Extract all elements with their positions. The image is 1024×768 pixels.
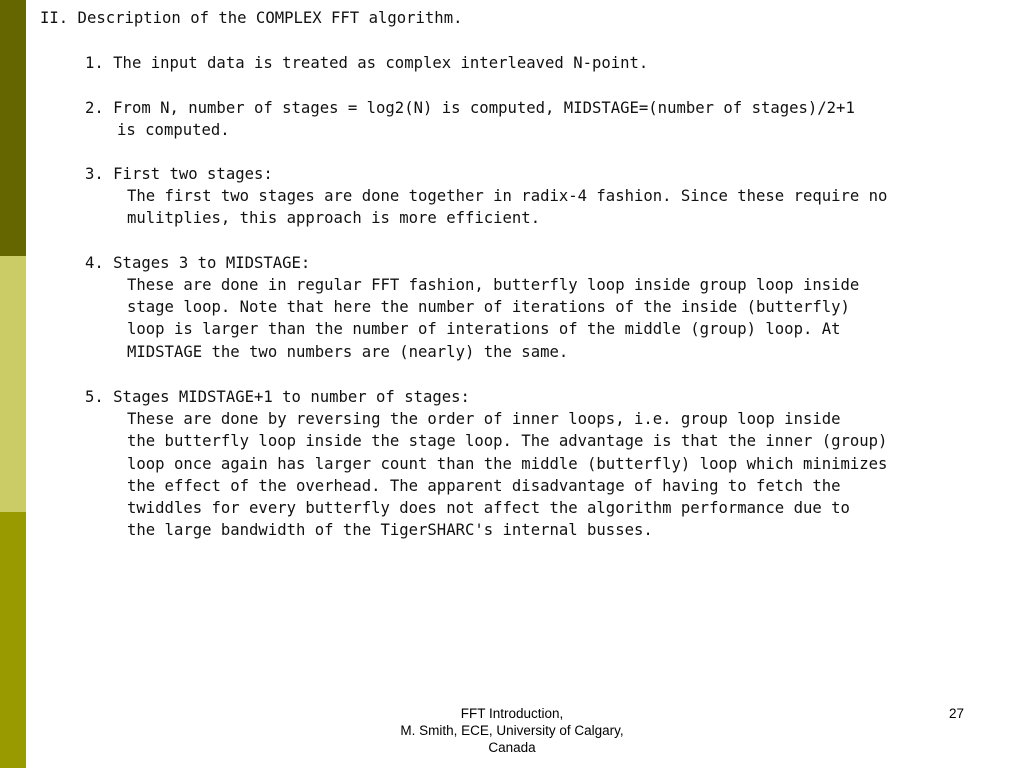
sidebar-decoration bbox=[0, 0, 26, 768]
item-5-line-4: the effect of the overhead. The apparent disadvantage of having to fetch the bbox=[127, 477, 841, 495]
footer-line-3: Canada bbox=[488, 740, 536, 755]
item-4-line-3: loop is larger than the number of interations of the middle (group) loop. At bbox=[127, 320, 841, 338]
sidebar-block-top bbox=[0, 0, 26, 256]
slide-footer bbox=[362, 705, 662, 756]
item-3-line-1: The first two stages are done together in radix-4 fashion. Since these require no bbox=[127, 187, 888, 205]
footer-line-2: M. Smith, ECE, University of Calgary, bbox=[400, 723, 624, 738]
page-number: 27 bbox=[948, 706, 964, 721]
item-5-line-1: These are done by reversing the order of inner loops, i.e. group loop inside bbox=[127, 410, 841, 428]
item-3-title: 3. First two stages: bbox=[85, 165, 273, 183]
item-4-line-2: stage loop. Note that here the number of iterations of the inside (butterfly) bbox=[127, 298, 850, 316]
item-5-line-3: loop once again has larger count than the middle (butterfly) loop which minimizes bbox=[127, 455, 888, 473]
sidebar-block-bottom bbox=[0, 512, 26, 768]
item-5-title: 5. Stages MIDSTAGE+1 to number of stages: bbox=[85, 388, 470, 406]
section-heading: II. Description of the COMPLEX FFT algorithm. bbox=[40, 9, 463, 27]
item-5-line-5: twiddles for every butterfly does not affect the algorithm performance due to bbox=[127, 499, 850, 517]
item-2-line-1: 2. From N, number of stages = log2(N) is computed, MIDSTAGE=(number of stages)/2+1 bbox=[85, 99, 855, 117]
item-4-line-1: These are done in regular FFT fashion, butterfly loop inside group loop inside bbox=[127, 276, 860, 294]
sidebar-block-middle bbox=[0, 256, 26, 512]
item-5-line-6: the large bandwidth of the TigerSHARC's internal busses. bbox=[127, 521, 653, 539]
footer-line-1: FFT Introduction, bbox=[460, 706, 564, 721]
item-4-line-4: MIDSTAGE the two numbers are (nearly) the same. bbox=[127, 343, 569, 361]
item-5-line-2: the butterfly loop inside the stage loop. The advantage is that the inner (group) bbox=[127, 432, 888, 450]
item-2-line-2: is computed. bbox=[117, 121, 230, 139]
item-1-line-1: 1. The input data is treated as complex interleaved N-point. bbox=[85, 54, 649, 72]
item-3-line-2: mulitplies, this approach is more efficient. bbox=[127, 209, 541, 227]
item-4-title: 4. Stages 3 to MIDSTAGE: bbox=[85, 254, 311, 272]
